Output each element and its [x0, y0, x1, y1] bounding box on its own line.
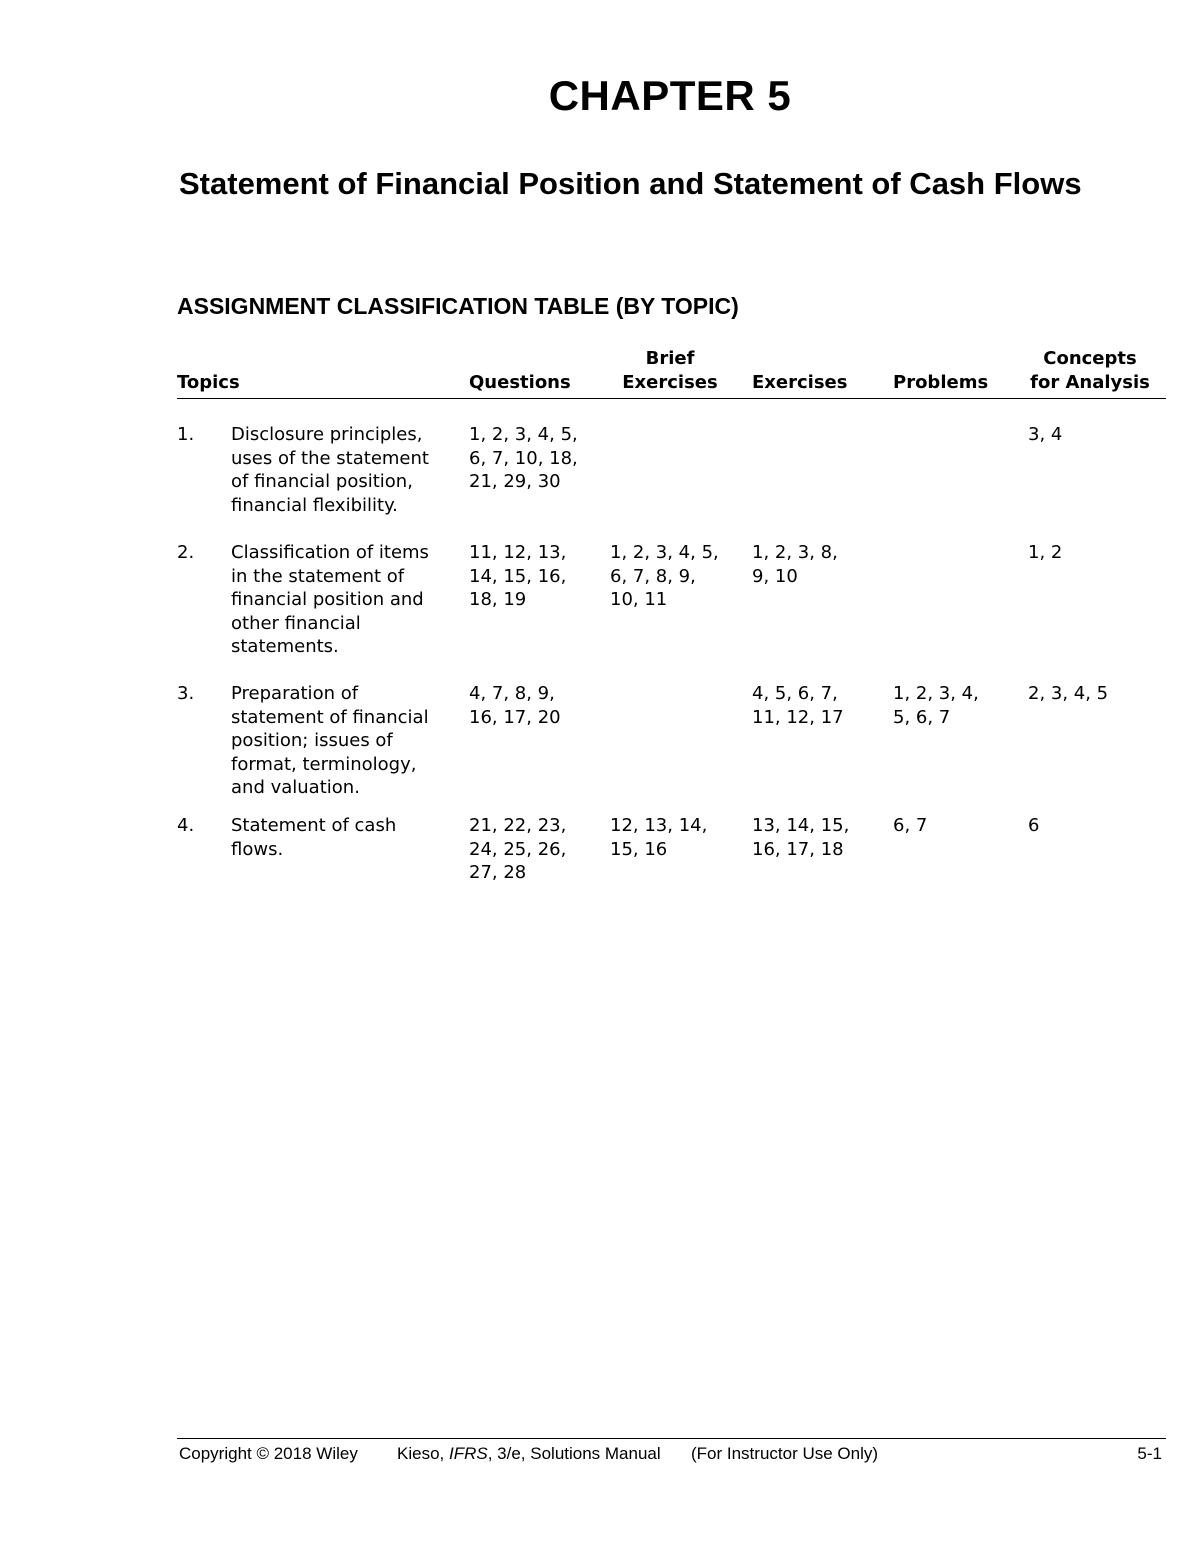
- column-header-concepts-line1: Concepts: [1043, 348, 1137, 369]
- row-exercises: 1, 2, 3, 8, 9, 10: [752, 542, 838, 587]
- row-number: 4.: [177, 815, 195, 836]
- row-concepts: 6: [1028, 815, 1040, 836]
- row-number: 3.: [177, 683, 195, 704]
- row-topic: Disclosure principles, uses of the statement of financial position, financial flexibility.: [231, 424, 429, 516]
- row-topic: Classification of items in the statement of financial position and other financial statements.: [231, 542, 429, 658]
- column-header-exercises: Exercises: [752, 372, 848, 393]
- table-row: [177, 423, 1166, 541]
- footer-copyright: Copyright © 2018 Wiley: [179, 1444, 358, 1463]
- row-topic: Statement of cash flows.: [231, 815, 397, 860]
- table-row: [177, 541, 1166, 682]
- row-questions: 21, 22, 23, 24, 25, 26, 27, 28: [469, 815, 567, 884]
- table-row: [177, 682, 1166, 814]
- column-header-concepts-line2: for Analysis: [1030, 372, 1150, 393]
- column-header-questions: Questions: [469, 372, 571, 393]
- chapter-subtitle: Statement of Financial Position and Statement of Cash Flows: [179, 166, 1082, 201]
- row-concepts: 1, 2: [1028, 542, 1063, 563]
- row-questions: 11, 12, 13, 14, 15, 16, 18, 19: [469, 542, 567, 611]
- section-heading: ASSIGNMENT CLASSIFICATION TABLE (BY TOPIC): [177, 293, 739, 319]
- footer-edition: , 3/e, Solutions Manual: [487, 1444, 661, 1463]
- row-topic: Preparation of statement of financial position; issues of format, terminology, and valuation.: [231, 683, 429, 799]
- row-number: 1.: [177, 424, 195, 445]
- column-header-brief-exercises: [610, 347, 730, 395]
- row-concepts: 2, 3, 4, 5: [1028, 683, 1109, 704]
- column-header-brief-line1: Brief: [645, 348, 695, 369]
- page-footer: [177, 1438, 1166, 1469]
- column-header-brief-line2: Exercises: [622, 372, 718, 393]
- column-header-problems: Problems: [893, 372, 989, 393]
- row-exercises: 13, 14, 15, 16, 17, 18: [752, 815, 850, 860]
- column-header-topics: Topics: [177, 372, 240, 393]
- row-problems: 1, 2, 3, 4, 5, 6, 7: [893, 683, 979, 728]
- footer-author: Kieso,: [397, 1444, 449, 1463]
- footer-book-title: IFRS: [448, 1444, 488, 1463]
- chapter-title: CHAPTER 5: [548, 72, 792, 119]
- row-questions: 4, 7, 8, 9, 16, 17, 20: [469, 683, 561, 728]
- row-concepts: 3, 4: [1028, 424, 1063, 445]
- column-header-concepts: [1026, 347, 1154, 395]
- row-brief-exercises: 12, 13, 14, 15, 16: [610, 815, 708, 860]
- footer-usage-note: (For Instructor Use Only): [691, 1444, 879, 1463]
- row-questions: 1, 2, 3, 4, 5, 6, 7, 10, 18, 21, 29, 30: [469, 424, 578, 493]
- assignment-classification-table: [177, 346, 1166, 894]
- row-brief-exercises: 1, 2, 3, 4, 5, 6, 7, 8, 9, 10, 11: [610, 542, 719, 611]
- row-number: 2.: [177, 542, 195, 563]
- table-header: [177, 346, 1166, 399]
- page-number: 5-1: [1137, 1444, 1162, 1463]
- table-row: [177, 814, 1166, 894]
- row-problems: 6, 7: [893, 815, 928, 836]
- row-exercises: 4, 5, 6, 7, 11, 12, 17: [752, 683, 844, 728]
- footer-manual: [397, 1444, 661, 1464]
